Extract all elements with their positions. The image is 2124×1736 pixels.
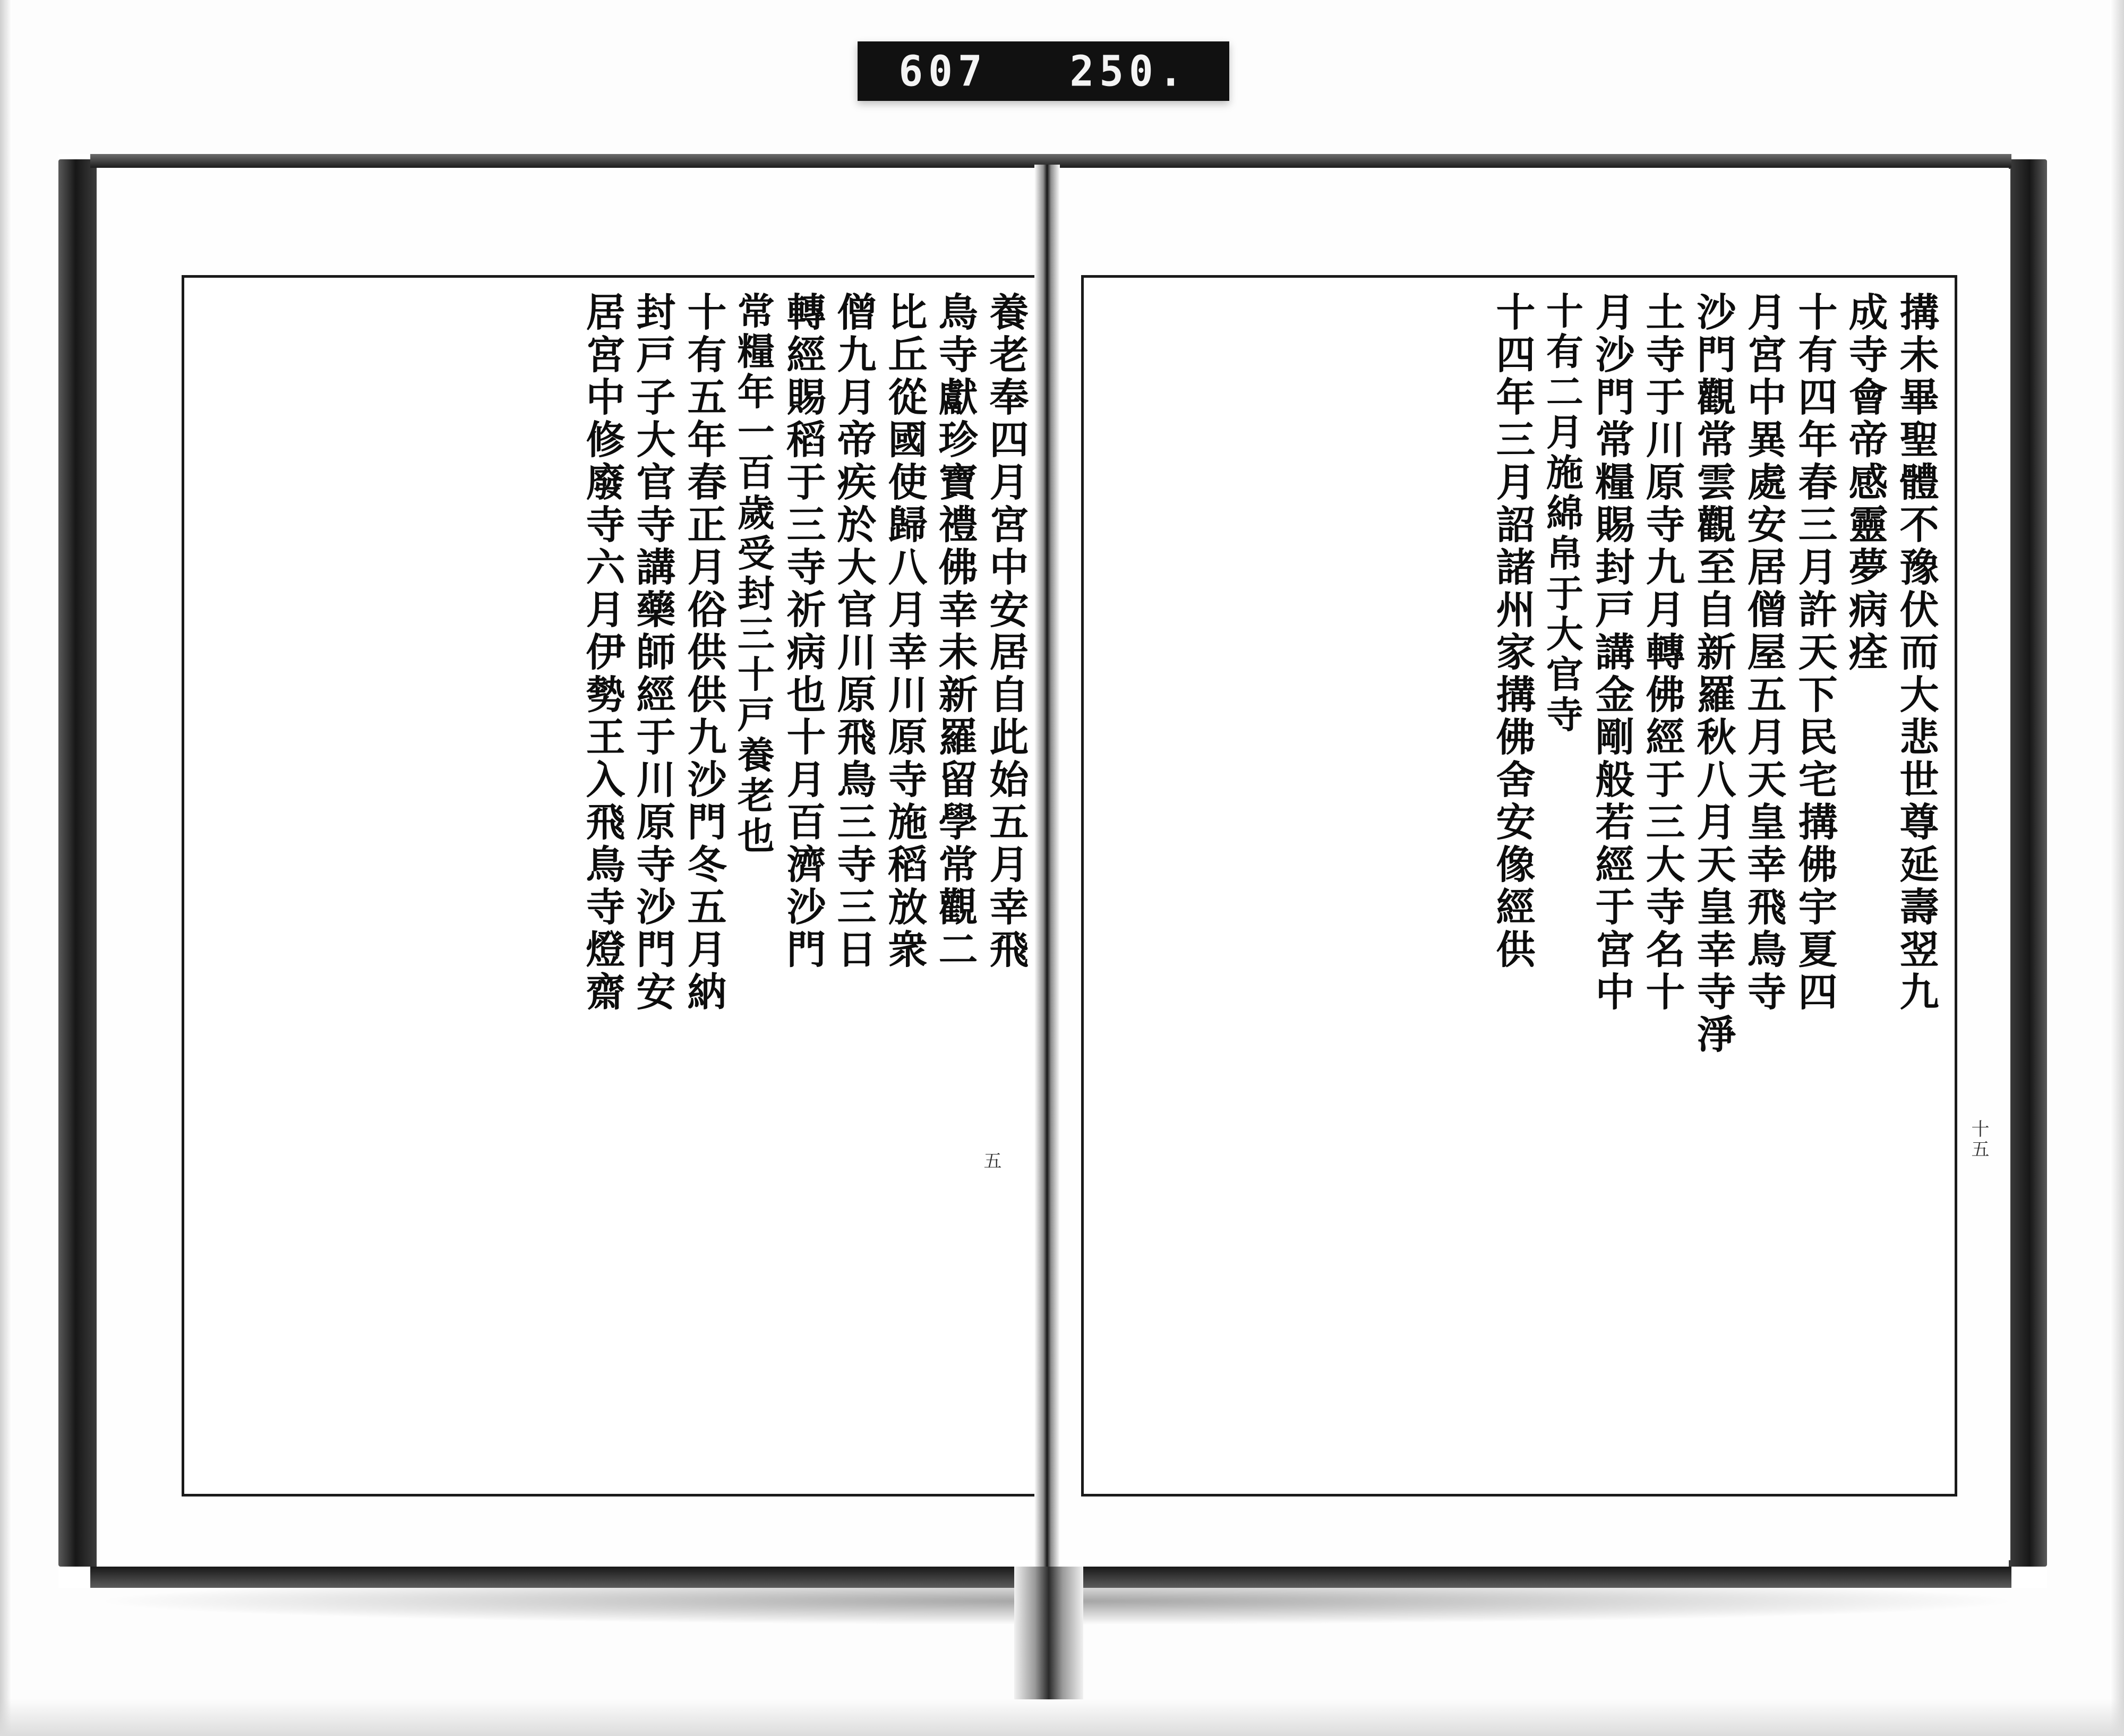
book-page-left	[58, 154, 1051, 1588]
text-columns-right	[1098, 289, 1941, 1480]
text-column: 僧九月帝疾於大官川原飛鳥三寺三日	[830, 291, 877, 972]
frame-number: 607	[898, 46, 988, 96]
scan-edge-shadow-bottom	[0, 1699, 2124, 1736]
book-binding-gutter-tail	[1014, 1567, 1083, 1699]
text-column: 搆未畢聖體不豫伏而大悲世尊延壽翌九	[1893, 291, 1939, 1014]
microfilm-counter-bar	[858, 41, 1229, 101]
text-column: 十四年三月詔諸州家搆佛舍安像經供	[1489, 291, 1536, 972]
text-column: 十有二月施綿帛于大官寺	[1540, 291, 1584, 736]
text-column: 轉經賜稻于三寺祈病也十月百濟沙門	[780, 291, 826, 972]
text-column: 常糧年一百歲受封三十戸養老也	[731, 291, 775, 857]
margin-mark-right-page: 十五	[1968, 1119, 1989, 1160]
book-binding-gutter	[1034, 165, 1060, 1577]
text-column: 比丘從國使歸八月幸川原寺施稻放衆	[881, 291, 928, 972]
text-columns-left	[198, 289, 1031, 1480]
scan-edge-shadow-left	[0, 0, 12, 1736]
text-column: 月沙門常糧賜封戸講金剛般若經于宮中	[1589, 291, 1635, 1014]
book-cover-right-edge	[2009, 159, 2047, 1567]
paper-sheet-right	[1060, 169, 2010, 1560]
paper-sheet-left	[97, 169, 1037, 1560]
book-edge-bottom-right	[1056, 1567, 2011, 1588]
text-column: 成寺會帝感靈夢病痊	[1842, 291, 1888, 674]
text-frame-left	[182, 275, 1047, 1496]
scan-edge-shadow-right	[2110, 0, 2124, 1736]
text-column: 封戸子大官寺講藥師經于川原寺沙門安	[630, 291, 676, 1014]
text-column: 土寺于川原寺九月轉佛經于三大寺名十	[1639, 291, 1685, 1014]
margin-mark-left-page: 五	[980, 1151, 1001, 1171]
book-cover-left-edge	[58, 159, 97, 1567]
text-column: 養老奉四月宮中安居自此始五月幸飛	[983, 291, 1029, 972]
text-column: 十有四年春三月許天下民宅搆佛宇夏四	[1792, 291, 1838, 1014]
book-edge-top-right	[1056, 154, 2011, 168]
exposure-number: 250.	[1069, 46, 1188, 96]
text-column: 居宮中修廢寺六月伊勢王入飛鳥寺燈齋	[579, 291, 626, 1014]
book-page-right	[1056, 154, 2047, 1588]
text-column: 月宮中異處安居僧屋五月天皇幸飛鳥寺	[1741, 291, 1787, 1014]
open-book	[58, 154, 2047, 1588]
text-column: 沙門觀常雲觀至自新羅秋八月天皇幸寺淨	[1690, 291, 1736, 1057]
text-column: 十有五年春正月俗供供九沙門冬五月納	[681, 291, 727, 1014]
text-column: 鳥寺獻珍寶禮佛幸未新羅留學常觀二	[932, 291, 978, 972]
text-frame-right	[1081, 275, 1957, 1496]
